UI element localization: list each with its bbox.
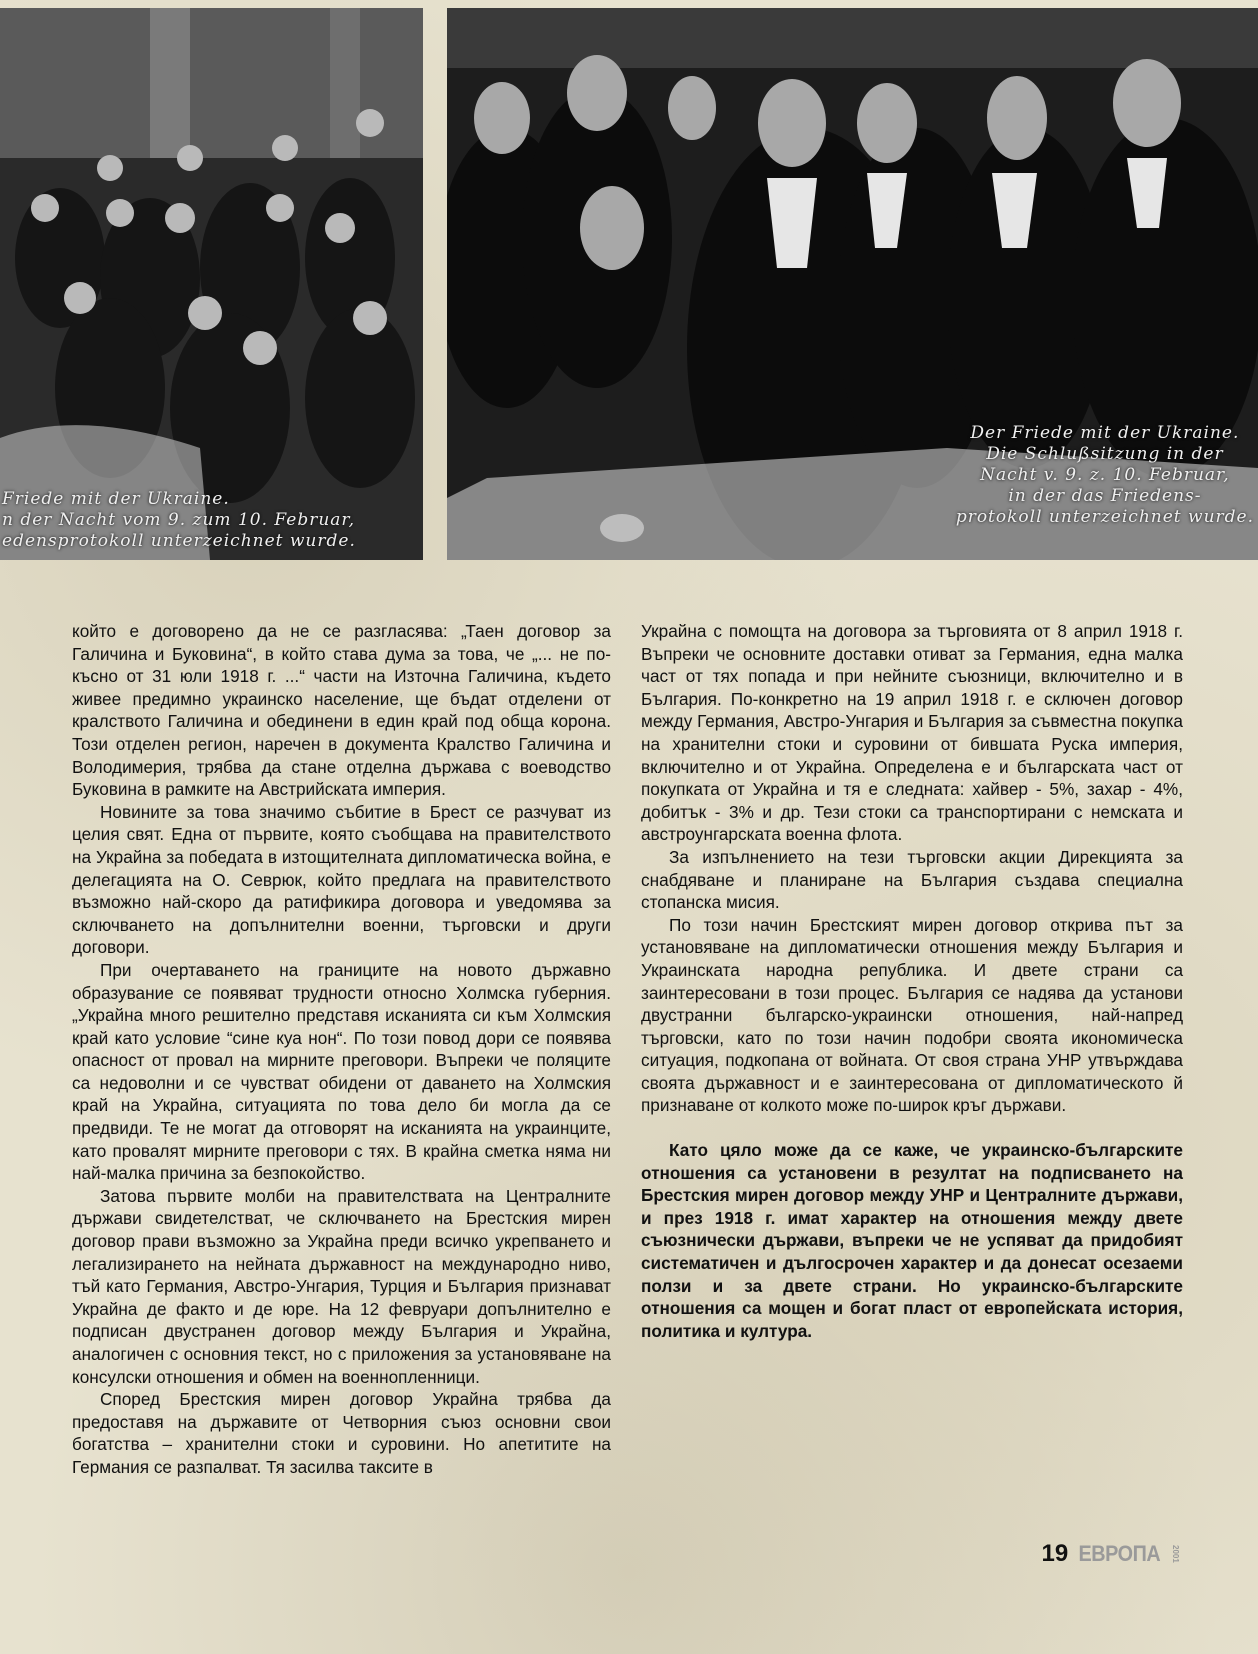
page-number: 19 (1041, 1540, 1069, 1567)
paragraph: За изпълнението на тези търговски акции Дирекцията за снабдяване и планиране на България създава специална стопанска мисия. (641, 846, 1183, 913)
paragraph: По този начин Брестският мирен договор открива път за установяване на дипломатически отношения между България и Украинската народна република. И двете страни са заинтересовани в този процес. България се надява да установи двустранни българско-украински отношения, най-напред търговски, като по този начин подобри своята икономическа ситуация, подкопана от войната. От своя страна УНР утвърждава своята държавност и е заинтересована от дипломатическото й признаване от колкото може по-широк кръг държави. (641, 914, 1183, 1116)
paragraph: Според Брестския мирен договор Украйна трябва да предоставя на държавите от Четворния съюз основни свои богатства – хранителни стоки и суровини. Но апетитите на Германия се разпалват. Тя засилва таксите в (72, 1389, 611, 1477)
article-column-right (641, 620, 1183, 1342)
photo-left (0, 8, 423, 560)
page-folio (1042, 1540, 1180, 1568)
photo-left-caption (2, 489, 356, 552)
caption-line: Der Friede mit der Ukraine. (970, 423, 1240, 443)
magazine-logo-small: 2001 (1171, 1545, 1180, 1563)
paragraph: Затова първите молби на правителствата на Централните държави свидетелстват, че сключването на Брестския мирен договор прави възможно за Украйна преди всичко укрепването и легализирането на нейната държавност на международно ниво, тъй като Германия, Австро-Унгария, Турция и България признават Украйна де факто и де юре. На 12 февруари допълнително е подписан двустранен договор между България и Украйна, аналогичен с основния текст, но с приложения за установяване на консулски отношения и обмен на военнопленници. (72, 1185, 611, 1387)
paragraph: който е договорено да не се разгласява: „Таен договор за Галичина и Буковина“, в който става дума за това, че „... не по-късно от 31 юли 1918 г. ...“ части на Източна Галичина, където живее предимно украинско население, ще бъдат отделени от кралството Галичина и обединени в един край под обща корона. Този отделен регион, наречен в документа Кралство Галичина и Володимерия, трябва да стане отделна държава с воеводство Буковина в рамките на Австрийската империя. (72, 621, 611, 800)
photo-left-image (0, 8, 423, 560)
paragraph: Украйна с помощта на договора за търговията от 8 април 1918 г. Въпреки че основните доставки отиват за Германия, една малка част от тях попада и при нейните съюзници, включително и в България. По-конкретно на 19 април 1918 г. е сключен договор между Германия, Австро-Унгария и България за съвместна покупка на хранителни стоки и суровини от бившата Руска империя, включително и от Украйна. Определена е и българската част от покупката от Украйна и тя е следната: хайвер - 5%, захар - 4%, добитък - 3% и др. Тези стоки са транспортирани с немската и австроунгарската военна флота. (641, 621, 1183, 845)
conclusion-paragraph: Като цяло може да се каже, че украинско-българските отношения са установени в резултат на подписването на Брестския мирен договор между УНР и Централните държави, и през 1918 г. имат характер на отношения между двете съюзнически държави, въпреки че не успяват да придобият систематичен и дългосрочен характер и да донесат осезаеми ползи и за двете страни. Но украинско-българските отношения са мощен и богат пласт от европейската история, политика и култура. (641, 1140, 1183, 1341)
article-column-left (72, 620, 611, 1479)
caption-line: protokoll unterzeichnet wurde. (955, 507, 1254, 527)
caption-line: in der das Friedens- (1008, 486, 1202, 506)
caption-line: edensprotokoll unterzeichnet wurde. (2, 531, 356, 551)
caption-line: Die Schlußsitzung in der (986, 444, 1224, 464)
caption-line: Friede mit der Ukraine. (2, 489, 230, 509)
caption-line: Nacht v. 9. z. 10. Februar, (980, 465, 1230, 485)
paragraph: Новините за това значимо събитие в Брест се разчуват из целия свят. Една от първите, която съобщава на правителството на Украйна за победата в изтощителната дипломатическа война, е делегацията на О. Севрюк, който предлага на правителството възможно най-скоро да ратификира договора и уведомява за сключването на допълнителни военни, търговски и други договори. (72, 801, 611, 958)
photo-right-caption (956, 423, 1254, 528)
magazine-logo: ЕВРОПА (1078, 1541, 1161, 1566)
photo-right (447, 8, 1258, 560)
caption-line: n der Nacht vom 9. zum 10. Februar, (2, 510, 356, 530)
paragraph: При очертаването на границите на новото държавно образувание се появяват трудности относно Холмска губерния. „Украйна много решително представя исканията си към Холмския край като условие “сине куа нон“. По този повод дори се появява опасност от провал на мирните преговори. Въпреки че поляците са недоволни и се чувстват обидени от даването на Холмския край на Украйна, ситуацията по това дело би могла да се предвиди. Те не могат да отговорят на исканията на украинците, като провалят мирните преговори с тях. В крайна сметка няма ни най-малка причина за безпокойство. (72, 959, 611, 1184)
